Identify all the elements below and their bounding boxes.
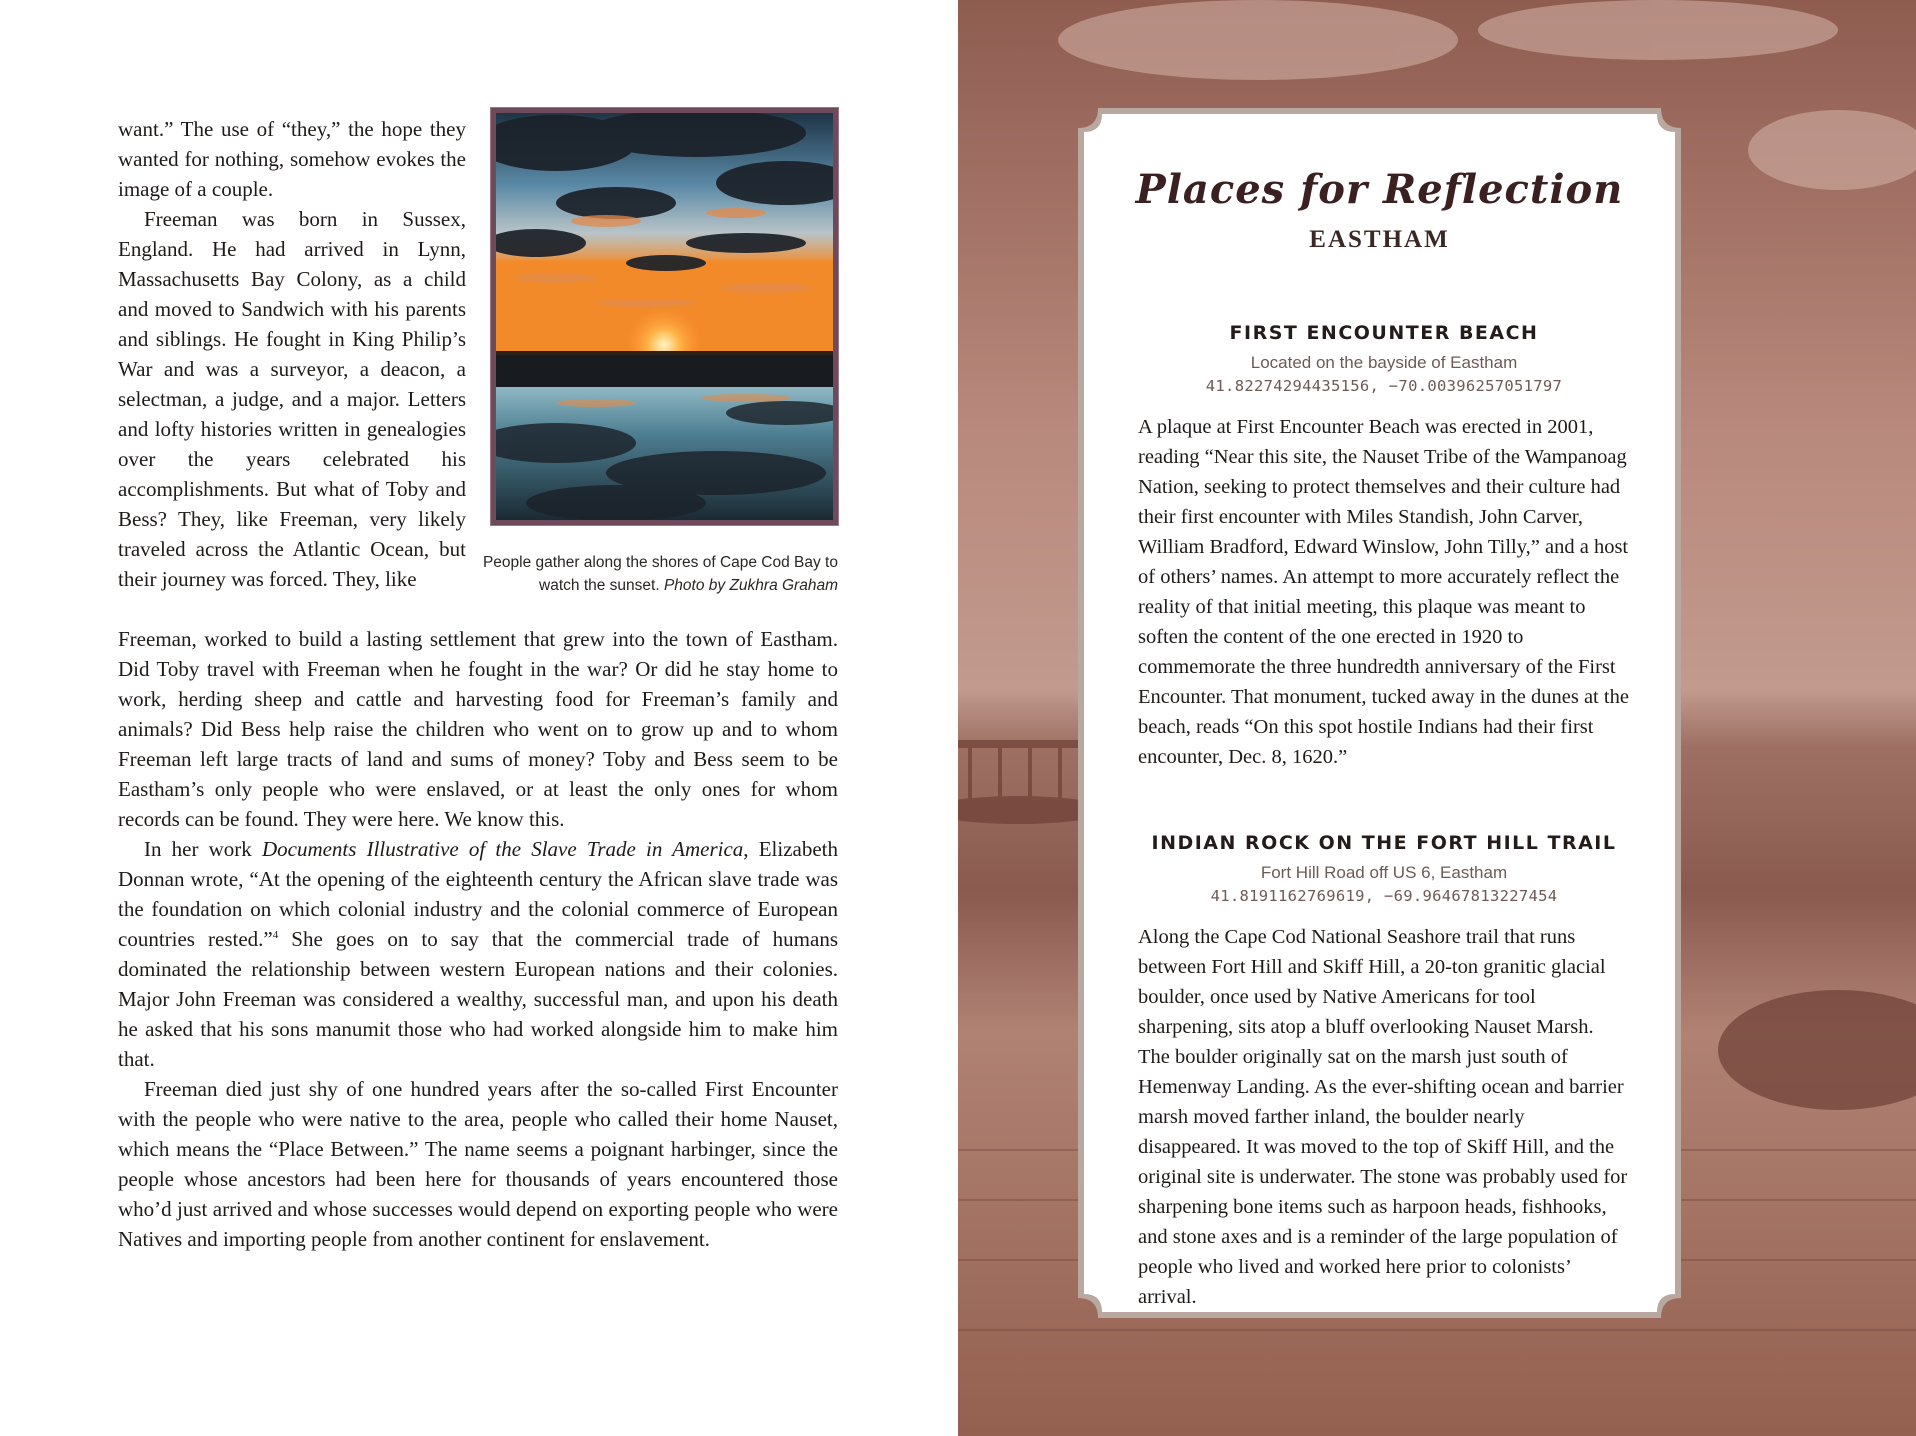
paragraph-opening: want.” The use of “they,” the hope they wanted for nothing, somehow evokes the image of a couple. <box>118 117 466 201</box>
footnote-marker: 4 <box>272 929 279 941</box>
entry-first-encounter-beach <box>1138 320 1630 772</box>
sunset-photo-image <box>496 113 833 520</box>
right-page <box>958 0 1916 1436</box>
donnan-end: She goes on to say that the commercial trade of humans dominated the relationship between western European nations and their colonies. Major John Freeman was considered a wealthy, successful man, and upon his death he asked that his sons manumit those who had worked alongside him to make him that. <box>118 927 838 1071</box>
caption-credit: Photo by Zukhra Graham <box>663 577 838 594</box>
places-for-reflection-card <box>1078 108 1681 1318</box>
text-column-top <box>118 114 466 594</box>
paragraph-freeman-bio: Freeman was born in Sussex, England. He had arrived in Lynn, Massachusetts Bay Colony, as a child and moved to Sandwich with his parents and siblings. He fought in King Philip’s War and was a surveyor, a deacon, a selectman, a judge, and a major. Letters and lofty histories written in genealogies over the years celebrated his accomplishments. But what of Toby and Bess? They, like Freeman, very likely traveled across the Atlantic Ocean, but their journey was forced. They, like <box>118 207 466 591</box>
book-title: Documents Illustrative of the Slave Trade in America <box>261 837 744 861</box>
donnan-intro: In her work <box>144 837 262 861</box>
entry-heading: FIRST ENCOUNTER BEACH <box>1229 322 1539 344</box>
paragraph-freeman-bio-continued: Freeman, worked to build a lasting settlement that grew into the town of Eastham. Did Toby travel with Freeman when he fought in the war? Or did he stay home to work, herding sheep and cattle and harvesting food for Freeman’s family and animals? Did Bess help raise the children who went on to grow up and to whom Freeman left large tracts of land and sums of money? Toby and Bess seem to be Eastham’s only people who were enslaved, or at least the only ones for whom records can be found. They were here. We know this. <box>118 627 838 831</box>
entry-indian-rock <box>1138 830 1630 1312</box>
text-column-bottom <box>118 624 838 1254</box>
entry-location: Fort Hill Road off US 6, Eastham <box>1260 863 1508 882</box>
entry-body: A plaque at First Encounter Beach was erected in 2001, reading “Near this site, the Nauset Tribe of the Wampanoag Nation, seeking to protect themselves and their culture had their first encounter with Miles Standish, John Carver, William Bradford, Edward Winslow, John Tilly,” and a host of others’ names. An attempt to more accurately reflect the reality of that initial meeting, this plaque was meant to soften the content of the one erected in 1920 to commemorate the three hundredth anniversary of the First Encounter. That monument, tucked away in the dunes at the beach, reads “On this spot hostile Indians had their first encounter, Dec. 8, 1620.” <box>1138 416 1629 768</box>
sunset-photo <box>491 108 838 525</box>
photo-caption <box>470 551 838 597</box>
entry-coordinates: 41.82274294435156, −70.00396257051797 <box>1205 377 1563 395</box>
entry-location: Located on the bayside of Eastham <box>1250 353 1518 372</box>
entry-body: Along the Cape Cod National Seashore trail that runs between Fort Hill and Skiff Hill, a 20-ton granitic glacial boulder, once used by Native Americans for tool sharpening, sits atop a bluff overlooking Nauset Marsh. The boulder originally sat on the marsh just south of Hemenway Landing. As the ever-shifting ocean and barrier marsh moved farther inland, the boulder nearly disappeared. It was moved to the top of Skiff Hill, and the original site is underwater. The stone was probably used for sharpening bone items such as harpoon heads, fishhooks, and stone axes and is a reminder of the large population of people who lived and worked here prior to colonists’ arrival. <box>1138 926 1628 1308</box>
caption-text: People gather along the shores of Cape Cod Bay to watch the sunset. <box>482 554 838 594</box>
card-subtitle: EASTHAM <box>1309 226 1450 253</box>
entry-coordinates: 41.8191162769619, −69.96467813227454 <box>1210 887 1558 905</box>
entry-heading: INDIAN ROCK ON THE FORT HILL TRAIL <box>1151 832 1617 854</box>
paragraph-first-encounter: Freeman died just shy of one hundred years after the so-called First Encounter with the people who were native to the area, people who called their home Nauset, which means the “Place Between.” The name seems a poignant harbinger, since the people whose ancestors had been here for thousands of years encountered those who’d just arrived and whose successes would depend on exporting people who were Natives and importing people from another continent for enslavement. <box>118 1077 838 1251</box>
paragraph-donnan <box>118 834 838 1074</box>
card-title: Places for Reflection <box>1135 166 1624 213</box>
donnan-quote: , Elizabeth Donnan wrote, “At the opening of the eighteenth century the African slave trade was the foundation on which colonial industry and the colonial commerce of European countries rested.” <box>118 837 839 951</box>
